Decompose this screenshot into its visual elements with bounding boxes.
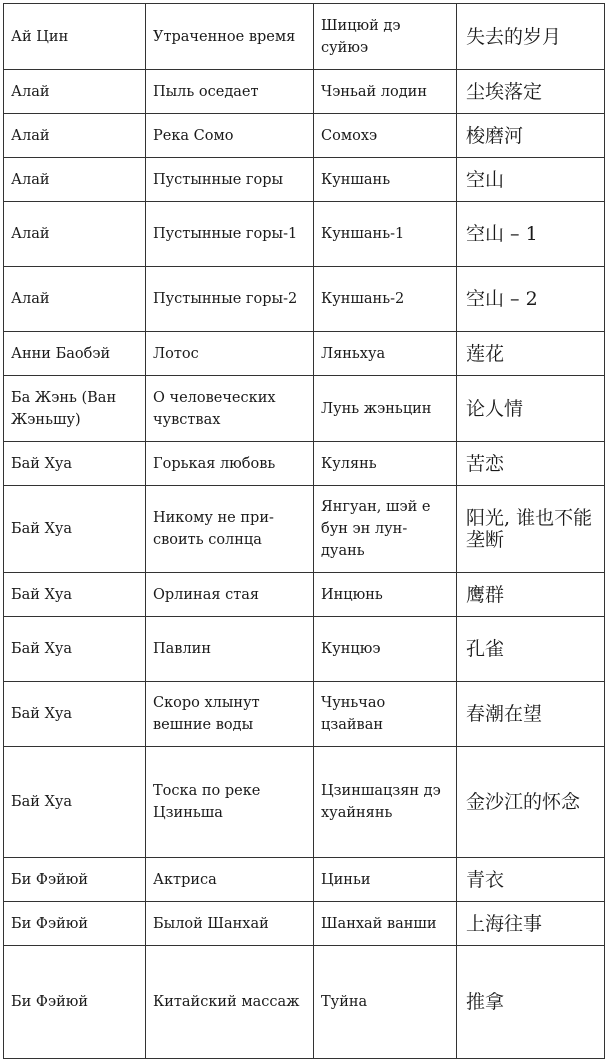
author-cell: Бай Хуа	[4, 573, 146, 617]
chinese-title-cell: 空山 – 2	[457, 267, 605, 332]
author-cell: Алай	[4, 202, 146, 267]
russian-title-cell: Пустынные горы-2	[146, 267, 314, 332]
transliteration-cell: Куншань	[314, 158, 457, 202]
transliteration-cell: Чэньай лодин	[314, 70, 457, 114]
table-row	[4, 70, 605, 114]
russian-title-cell: Никому не при-своить солнца	[146, 486, 314, 573]
transliteration-cell: Куншань-1	[314, 202, 457, 267]
chinese-title-cell: 鹰群	[457, 573, 605, 617]
russian-title-cell: Скоро хлынут вешние воды	[146, 682, 314, 747]
transliteration-cell: Цзиншацзян дэ хуайнянь	[314, 747, 457, 858]
table-row	[4, 202, 605, 267]
chinese-title-cell: 苦恋	[457, 442, 605, 486]
chinese-title-cell: 空山 – 1	[457, 202, 605, 267]
author-cell: Би Фэйюй	[4, 902, 146, 946]
author-cell: Би Фэйюй	[4, 946, 146, 1059]
table-row	[4, 114, 605, 158]
chinese-title-cell: 孔雀	[457, 617, 605, 682]
table-row	[4, 332, 605, 376]
transliteration-cell: Туйна	[314, 946, 457, 1059]
russian-title-cell: Тоска по реке Цзиньша	[146, 747, 314, 858]
author-cell: Алай	[4, 158, 146, 202]
transliteration-cell: Куншань-2	[314, 267, 457, 332]
transliteration-cell: Янгуан, шэй е бун эн лун-дуань	[314, 486, 457, 573]
transliteration-cell: Циньи	[314, 858, 457, 902]
author-cell: Бай Хуа	[4, 617, 146, 682]
transliteration-cell: Шицюй дэ суйюэ	[314, 4, 457, 70]
russian-title-cell: Пустынные горы	[146, 158, 314, 202]
russian-title-cell: Пыль оседает	[146, 70, 314, 114]
table-row	[4, 267, 605, 332]
author-cell: Би Фэйюй	[4, 858, 146, 902]
author-cell: Бай Хуа	[4, 486, 146, 573]
russian-title-cell: Горькая любовь	[146, 442, 314, 486]
author-cell: Ай Цин	[4, 4, 146, 70]
table-row	[4, 158, 605, 202]
chinese-title-cell: 上海往事	[457, 902, 605, 946]
chinese-title-cell: 失去的岁月	[457, 4, 605, 70]
chinese-title-cell: 推拿	[457, 946, 605, 1059]
table-row	[4, 4, 605, 70]
table-row	[4, 617, 605, 682]
table-row	[4, 442, 605, 486]
transliteration-cell: Шанхай ванши	[314, 902, 457, 946]
author-cell: Бай Хуа	[4, 442, 146, 486]
title-table	[3, 3, 605, 1059]
author-cell: Анни Баобэй	[4, 332, 146, 376]
table-row	[4, 858, 605, 902]
transliteration-cell: Кулянь	[314, 442, 457, 486]
russian-title-cell: Орлиная стая	[146, 573, 314, 617]
transliteration-cell: Сомохэ	[314, 114, 457, 158]
table-row	[4, 747, 605, 858]
chinese-title-cell: 空山	[457, 158, 605, 202]
chinese-title-cell: 论人情	[457, 376, 605, 442]
author-cell: Алай	[4, 70, 146, 114]
transliteration-cell: Чуньчао цзайван	[314, 682, 457, 747]
russian-title-cell: Китайский массаж	[146, 946, 314, 1059]
transliteration-cell: Ляньхуа	[314, 332, 457, 376]
table-row	[4, 682, 605, 747]
table-row	[4, 902, 605, 946]
chinese-title-cell: 青衣	[457, 858, 605, 902]
russian-title-cell: Пустынные горы-1	[146, 202, 314, 267]
transliteration-cell: Лунь жэньцин	[314, 376, 457, 442]
russian-title-cell: Актриса	[146, 858, 314, 902]
russian-title-cell: О человеческих чувствах	[146, 376, 314, 442]
russian-title-cell: Павлин	[146, 617, 314, 682]
author-cell: Алай	[4, 114, 146, 158]
chinese-title-cell: 梭磨河	[457, 114, 605, 158]
russian-title-cell: Река Сомо	[146, 114, 314, 158]
author-cell: Алай	[4, 267, 146, 332]
russian-title-cell: Былой Шанхай	[146, 902, 314, 946]
chinese-title-cell: 尘埃落定	[457, 70, 605, 114]
chinese-title-cell: 阳光, 谁也不能垄断	[457, 486, 605, 573]
table-row	[4, 573, 605, 617]
table-row	[4, 946, 605, 1059]
table-row	[4, 376, 605, 442]
chinese-title-cell: 莲花	[457, 332, 605, 376]
table-row	[4, 486, 605, 573]
transliteration-cell: Инцюнь	[314, 573, 457, 617]
table-body	[4, 4, 605, 1059]
russian-title-cell: Утраченное время	[146, 4, 314, 70]
author-cell: Бай Хуа	[4, 682, 146, 747]
author-cell: Бай Хуа	[4, 747, 146, 858]
russian-title-cell: Лотос	[146, 332, 314, 376]
transliteration-cell: Кунцюэ	[314, 617, 457, 682]
chinese-title-cell: 春潮在望	[457, 682, 605, 747]
author-cell: Ба Жэнь (Ван Жэньшу)	[4, 376, 146, 442]
chinese-title-cell: 金沙江的怀念	[457, 747, 605, 858]
